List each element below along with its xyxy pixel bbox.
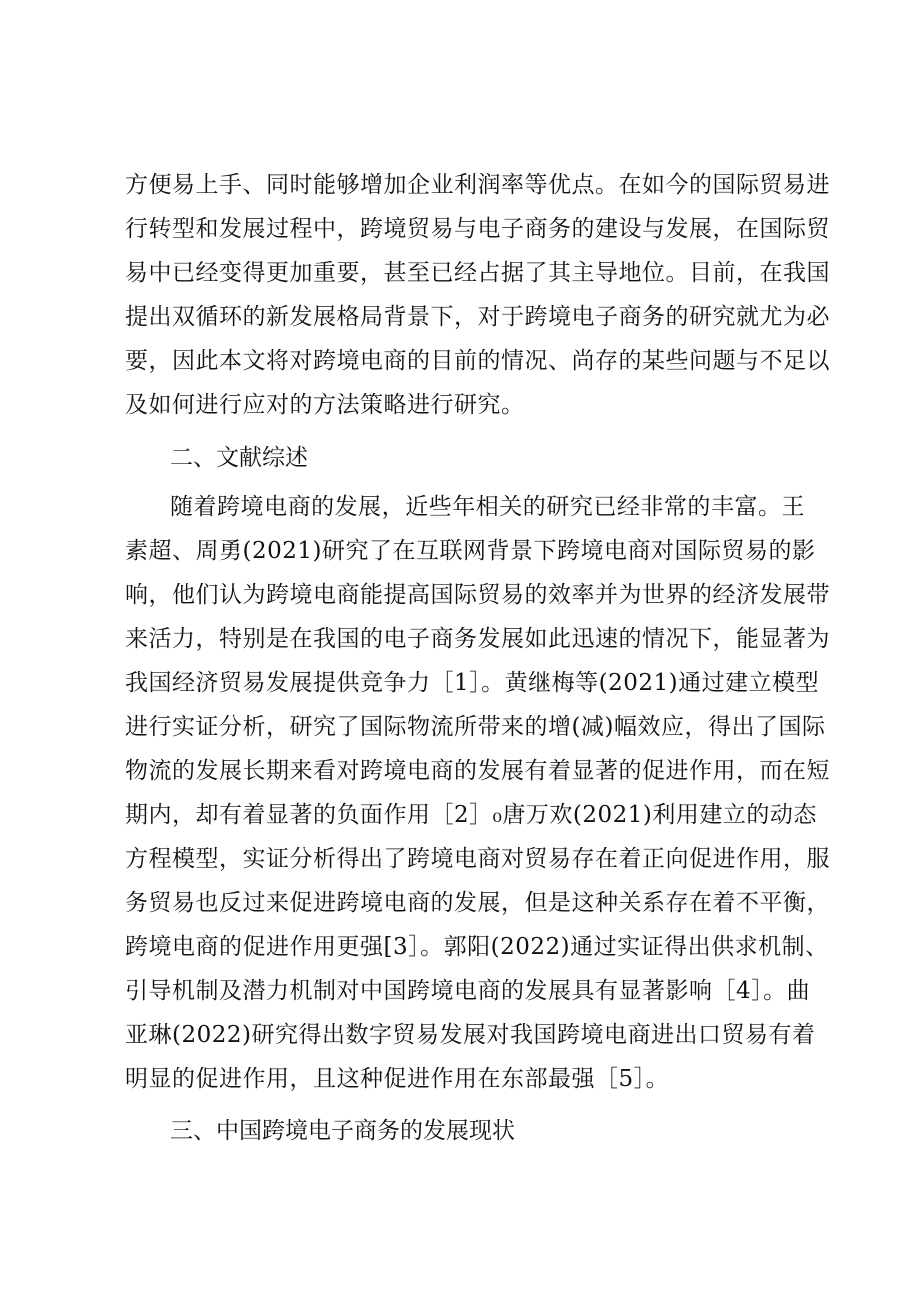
body-text-line: 行转型和发展过程中，跨境贸易与电子商务的建设与发展，在国际贸 [125, 216, 830, 242]
body-text-line: 我国经济贸易发展提供竞争力［1］。黄继梅等(2021)通过建立模型 [125, 670, 820, 696]
body-text-line: 亚琳(2022)研究得出数字贸易发展对我国跨境电商进出口贸易有着 [125, 1022, 816, 1048]
body-text-line: 素超、周勇(2021)研究了在互联网背景下跨境电商对国际贸易的影 [125, 538, 816, 564]
body-text-line: 要，因此本文将对跨境电商的目前的情况、尚存的某些问题与不足以 [125, 348, 830, 374]
body-text-line: 物流的发展长期来看对跨境电商的发展有着显著的促进作用，而在短 [125, 758, 830, 784]
body-text-line: 跨境电商的促进作用更强[3］。郭阳(2022)通过实证得出供求机制、 [125, 934, 829, 960]
body-text-line: 进行实证分析，研究了国际物流所带来的增(减)幅效应，得出了国际 [125, 714, 826, 740]
body-text-line: 响，他们认为跨境电商能提高国际贸易的效率并为世界的经济发展带 [125, 582, 830, 608]
body-text-line: 随着跨境电商的发展，近些年相关的研究已经非常的丰富。王 [170, 494, 805, 520]
body-text-line: 期内，却有着显著的负面作用［2］₀唐万欢(2021)利用建立的动态 [125, 802, 817, 828]
section-heading: 二、文献综述 [170, 445, 308, 471]
body-text-line: 明显的促进作用，且这种促进作用在东部最强［5］。 [125, 1066, 670, 1092]
body-text-line: 务贸易也反过来促进跨境电商的发展，但是这种关系存在着不平衡， [125, 890, 830, 916]
body-text-line: 来活力，特别是在我国的电子商务发展如此迅速的情况下，能显著为 [125, 626, 830, 652]
body-text-line: 引导机制及潜力机制对中国跨境电商的发展具有显著影响［4］。曲 [125, 978, 811, 1004]
body-text-line: 及如何进行应对的方法策略进行研究。 [125, 392, 525, 418]
body-text-line: 方程模型，实证分析得出了跨境电商对贸易存在着正向促进作用，服 [125, 846, 830, 872]
body-text-line: 方便易上手、同时能够增加企业利润率等优点。在如今的国际贸易进 [125, 172, 830, 198]
section-heading: 三、中国跨境电子商务的发展现状 [170, 1118, 515, 1144]
body-text-line: 提出双循环的新发展格局背景下，对于跨境电子商务的研究就尤为必 [125, 304, 830, 330]
body-text-line: 易中已经变得更加重要，甚至已经占据了其主导地位。目前，在我国 [125, 260, 830, 286]
